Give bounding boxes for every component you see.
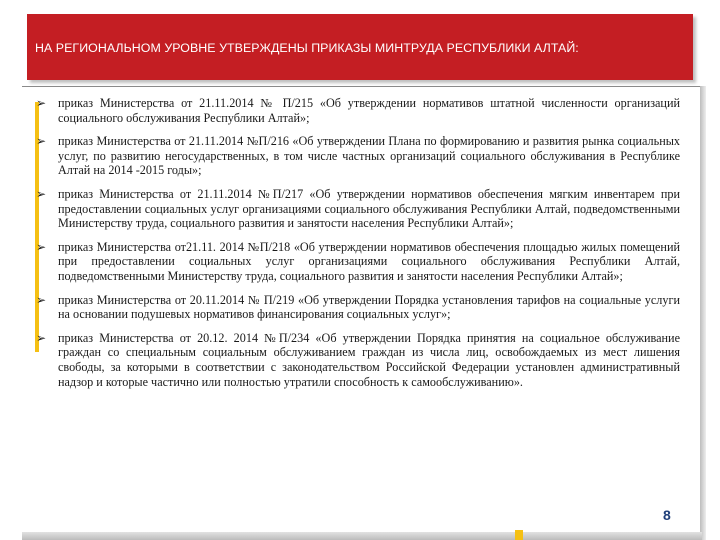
- order-item: [36, 134, 680, 178]
- order-item: [36, 96, 680, 125]
- frame-right-shadow: [700, 86, 706, 540]
- frame-bottom-band: [22, 532, 702, 540]
- order-text: приказ Министерства от21.11. 2014 №П/218 «Об утверждении нормативов обеспечения площадью жилых помещений при предоставлении социальных услуг организациями социального обслуживания Республики Алтай, подведомственными Министерству труда, социального развития и занятости населения Республики Алтай»;: [58, 239, 680, 283]
- arrowhead-bullet-icon: ➢: [36, 239, 47, 254]
- frame-top-border: [22, 86, 706, 87]
- order-item: [36, 187, 680, 231]
- order-text: приказ Министерства от 20.11.2014 № П/219 «Об утверждении Порядка установления тарифов на социальные услуги на основании подушевых нормативов финансирования социальных услуг»;: [58, 292, 680, 322]
- arrowhead-bullet-icon: ➢: [36, 292, 47, 307]
- orders-list: [36, 96, 680, 389]
- order-text: приказ Министерства от 21.11.2014 №П/216 «Об утверждении Плана по формированию и развития рынка социальных услуг, по развитию негосударственных, в том числе частных организаций социального обслуживания в Республике Алтай на 2014 -2015 годы»;: [58, 134, 680, 178]
- order-text: приказ Министерства от 21.11.2014 №П/217 «Об утверждении нормативов обеспечения мягким инвентарем при предоставлении социальных услуг организациями социального обслуживания Республики Алтай, подведомственными Министерству труда, социального развития и занятости населения Республики Алтай»;: [58, 186, 680, 231]
- page-number: 8: [663, 507, 671, 523]
- arrowhead-bullet-icon: ➢: [36, 186, 47, 201]
- order-item: [36, 293, 680, 322]
- order-item: [36, 331, 680, 389]
- arrowhead-bullet-icon: ➢: [36, 330, 47, 345]
- order-item: [36, 240, 680, 284]
- order-text: приказ Министерства от 20.12. 2014 №П/234 «Об утверждении Порядка принятия на социальное обслуживание граждан со специальным социальным обслуживанием граждан из числа лиц, освобождаемых из мест лишения свободы, за которыми в соответствии с законодательством Российской Федерации установлен административный надзор и которые частично или полностью утратили способность к самообслуживанию».: [58, 330, 680, 389]
- order-text: приказ Министерства от 21.11.2014 № П/215 «Об утверждении нормативов штатной численности организаций социального обслуживания Республики Алтай»;: [58, 96, 680, 125]
- page-title: НА РЕГИОНАЛЬНОМ УРОВНЕ УТВЕРЖДЕНЫ ПРИКАЗЫ МИНТРУДА РЕСПУБЛИКИ АЛТАЙ:: [35, 41, 579, 55]
- arrowhead-bullet-icon: ➢: [36, 96, 47, 110]
- arrowhead-bullet-icon: ➢: [36, 134, 47, 149]
- header-banner: [27, 14, 693, 80]
- frame-corner-accent: [515, 530, 523, 540]
